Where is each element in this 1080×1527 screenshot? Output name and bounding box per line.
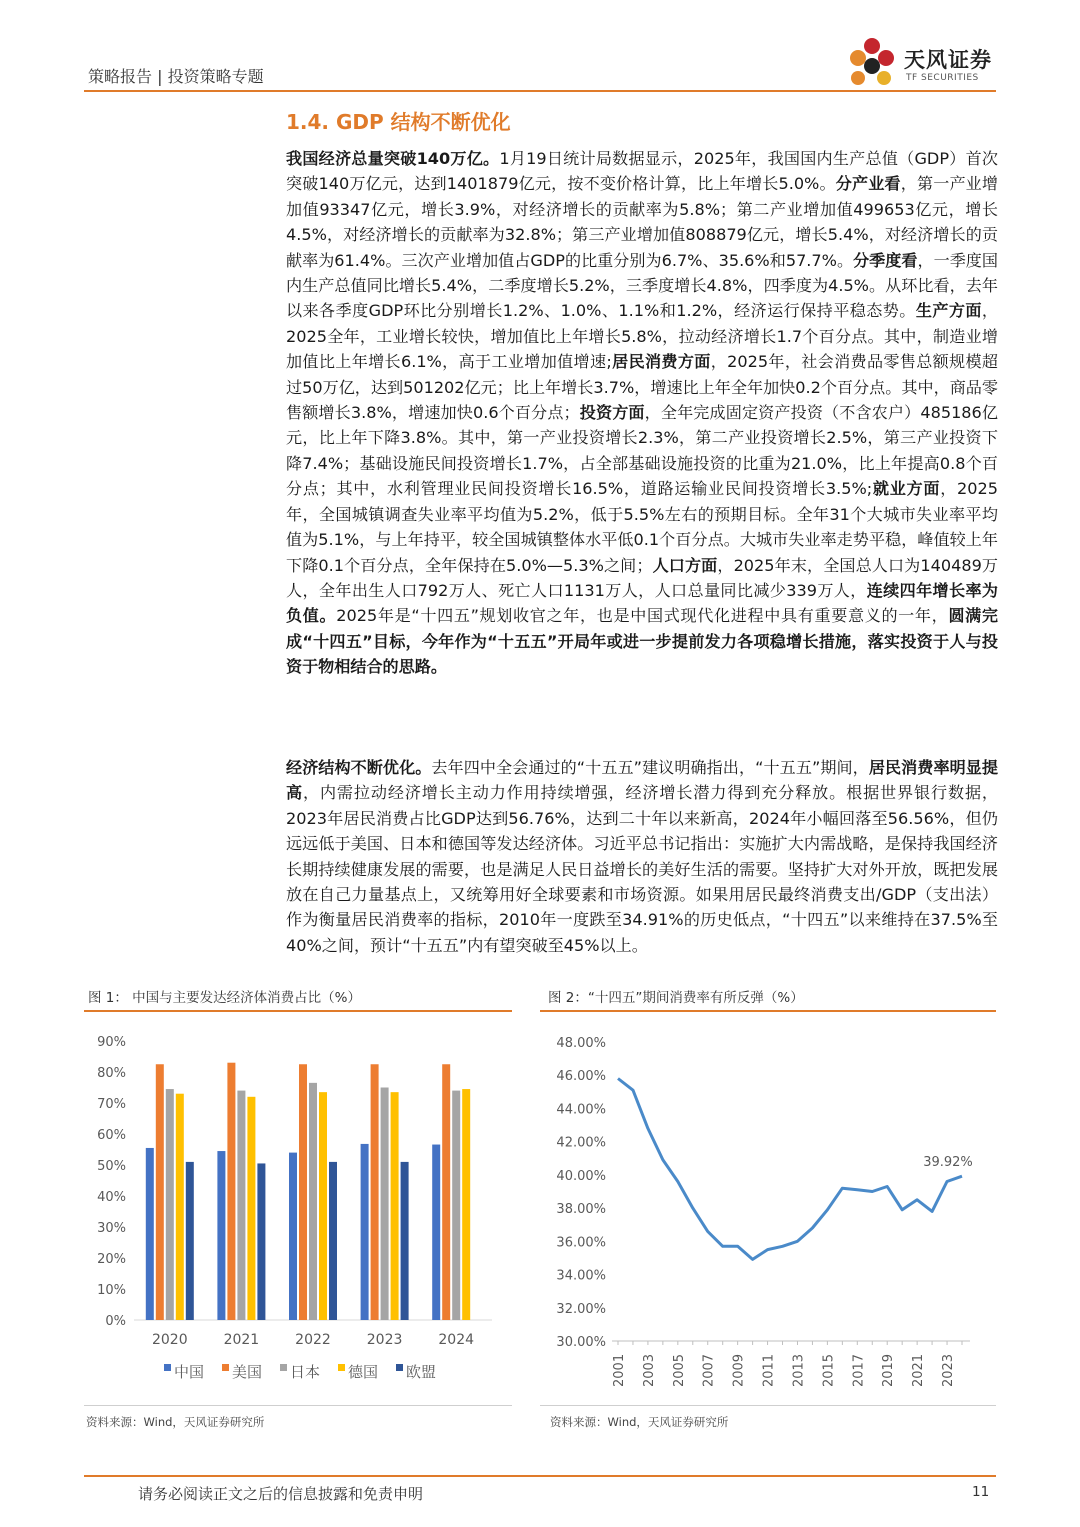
bar-欧盟-2020 [186, 1162, 194, 1320]
x-tick-label: 2005 [671, 1353, 687, 1387]
figure2-bottom-rule [540, 1405, 996, 1406]
bar-日本-2023 [381, 1088, 389, 1321]
bold-run: 生产方面 [915, 301, 982, 321]
end-data-label: 39.92% [923, 1155, 973, 1171]
legend-label: 德国 [348, 1363, 379, 1381]
legend-label: 中国 [174, 1363, 205, 1381]
bar-日本-2022 [309, 1083, 317, 1320]
legend-swatch-中国 [164, 1364, 171, 1371]
bar-中国-2023 [361, 1144, 369, 1320]
x-tick-label: 2003 [641, 1353, 657, 1387]
flower-logo-icon [846, 36, 902, 90]
text-run: ，全年完成固定资产投资（不含农户）485186亿元，比上年下降3.8%。其中，第一产业投资增长2.3%，第二产业投资增长2.5%，第三产业投资下降7.4%；基础设施民间投资增长1.7%，占全部基础设施投资的比重为21.0%，比上年提高0.8个百分点；其中，水利管理业民间投资增长16.5%，道路运输业民间投资增长3.5%; [286, 403, 999, 499]
line-chart-consumption-rate [540, 1014, 996, 1404]
x-tick-label: 2007 [701, 1353, 717, 1387]
bar-中国-2022 [289, 1153, 297, 1320]
bold-run: 居民消费率明显提高 [286, 758, 998, 803]
bold-run: 圆满完成“十四五”目标，今年作为“十五五”开局年或进一步提前发力各项稳增长措施，落实投资于人与投资于物相结合的思路。 [286, 606, 999, 677]
legend-label: 日本 [290, 1363, 321, 1381]
bar-欧盟-2021 [257, 1163, 265, 1320]
bar-德国-2022 [319, 1092, 327, 1320]
bold-run: 分季度看 [853, 250, 918, 270]
text-run: ，内需拉动经济增长主动力作用持续增强，经济增长潜力得到充分释放。根据世界银行数据，2023年居民消费占比GDP达到56.76%，达到二十年以来新高，2024年小幅回落至56.56%，但仍远远低于美国、日本和德国等发达经济体。习近平总书记指出：实施扩大内需战略，是保持我国经济长期持续健康发展的需要，也是满足人民日益增长的美好生活的需要。坚持扩大对外开放，既把发展放在自己力量基点上，又统筹用好全球要素和市场资源。如果用居民最终消费支出/GDP（支出法）作为衡量居民消费率的指标，2010年一度跌至34.91%的历史低点，“十四五”以来维持在37.5%至40%之间，预计“十五五”内有望突破至45%以上。 [286, 783, 999, 955]
bar-德国-2020 [176, 1094, 184, 1320]
page-number: 11 [972, 1484, 990, 1500]
bar-美国-2021 [227, 1063, 235, 1320]
bar-美国-2020 [156, 1064, 164, 1320]
y-tick-label: 10% [97, 1283, 126, 1298]
section-title: 1.4. GDP 结构不断优化 [286, 110, 511, 134]
figure2-top-rule [540, 1010, 996, 1012]
bar-德国-2021 [247, 1097, 255, 1320]
text-run: 1月19日统计局数据显示，2025年，我国国内生产总值（GDP）首次突破140万亿元，达到1401879亿元，按不变价格计算，比上年增长5.0%。 [286, 149, 998, 194]
text-run: ，2025年，社会消费品零售总额规模超过50万亿，达到501202亿元；比上年增长3.7%，增速比上年全年加快0.2个百分点。其中，商品零售额增长3.8%，增速加快0.6个百分点； [286, 352, 999, 423]
y-tick-label: 80% [97, 1066, 126, 1081]
x-tick-label: 2023 [941, 1353, 957, 1387]
text-run: ，一季度国内生产总值同比增长5.4%，二季度增长5.2%，三季度增长4.8%，四季度为4.5%。从环比看，去年以来各季度GDP环比分别增长1.2%、1.0%、1.1%和1.2%，经济运行保持平稳态势。 [286, 250, 999, 321]
bar-中国-2024 [432, 1145, 440, 1320]
x-tick-label: 2001 [612, 1353, 627, 1387]
legend-swatch-日本 [280, 1364, 287, 1371]
y-tick-label: 36.00% [556, 1235, 606, 1251]
footer-divider [84, 1475, 996, 1477]
bar-中国-2021 [217, 1151, 225, 1320]
y-tick-label: 60% [97, 1128, 126, 1143]
y-tick-label: 30% [97, 1221, 126, 1236]
bold-run: 分产业看 [835, 174, 901, 194]
figure1-top-rule [84, 1010, 512, 1012]
x-tick-label: 2019 [881, 1353, 897, 1387]
text-run: 去年四中全会通过的“十五五”建议明确指出，“十五五”期间， [431, 758, 869, 777]
bar-日本-2021 [237, 1091, 245, 1320]
x-tick-label: 2022 [295, 1332, 331, 1348]
y-tick-label: 44.00% [556, 1102, 606, 1118]
y-tick-label: 32.00% [556, 1301, 606, 1317]
figure2-title: 图 2：“十四五”期间消费率有所反弹（%） [548, 990, 804, 1006]
figure1-source: 资料来源：Wind，天风证券研究所 [86, 1415, 265, 1429]
bar-中国-2020 [146, 1148, 154, 1320]
y-tick-label: 90% [97, 1035, 126, 1050]
y-tick-label: 48.00% [556, 1036, 606, 1051]
paragraph-economic-structure [286, 755, 998, 958]
y-tick-label: 20% [97, 1252, 126, 1267]
text-run: 2025年是“十四五”规划收官之年，也是中国式现代化进程中具有重要意义的一年， [336, 606, 949, 626]
header-divider [84, 90, 996, 92]
tf-securities-logo [846, 36, 1006, 90]
x-tick-label: 2011 [761, 1353, 777, 1387]
legend-label: 美国 [232, 1363, 263, 1381]
y-tick-label: 46.00% [556, 1069, 606, 1085]
bold-run: 投资方面 [579, 403, 645, 423]
consumption-rate-line [618, 1079, 962, 1260]
y-tick-label: 50% [97, 1159, 126, 1174]
text-run: ，2025全年，工业增长较快，增加值比上年增长5.8%，拉动经济增长1.7个百分点。其中，制造业增加值比上年增长6.1%，高于工业增加值增速; [286, 301, 998, 372]
x-tick-label: 2017 [851, 1353, 867, 1387]
y-tick-label: 40% [97, 1190, 126, 1205]
x-tick-label: 2023 [366, 1332, 403, 1348]
figure2-source: 资料来源：Wind，天风证券研究所 [550, 1415, 729, 1429]
y-tick-label: 34.00% [556, 1268, 606, 1284]
bold-run: 经济结构不断优化。 [286, 758, 432, 777]
x-tick-label: 2015 [821, 1353, 837, 1387]
text-run: ，2025年，全国城镇调查失业率平均值为5.2%，低于5.5%左右的预期目标。全年31个大城市失业率平均值为5.1%，与上年持平，较全国城镇整体水平低0.1个百分点。大城市失业率走势平稳，峰值较上年下降0.1个百分点，全年保持在5.0%—5.3%之间； [286, 479, 999, 575]
legend-label: 欧盟 [406, 1363, 437, 1381]
x-tick-label: 2013 [791, 1353, 807, 1387]
bold-run: 我国经济总量突破140万亿。 [286, 149, 500, 168]
figure1-title: 图 1： 中国与主要发达经济体消费占比（%） [88, 990, 361, 1006]
bar-日本-2024 [452, 1091, 460, 1320]
brand-name-en: TF SECURITIES [906, 73, 979, 83]
report-category: 策略报告 | 投资策略专题 [88, 67, 264, 86]
y-tick-label: 70% [97, 1097, 126, 1112]
bar-德国-2023 [391, 1092, 399, 1320]
x-tick-label: 2021 [911, 1353, 927, 1387]
bar-美国-2022 [299, 1064, 307, 1320]
bar-欧盟-2022 [329, 1162, 337, 1320]
bold-run: 居民消费方面 [611, 352, 711, 372]
figure1-bottom-rule [84, 1405, 512, 1406]
bar-美国-2024 [442, 1064, 450, 1320]
y-tick-label: 30.00% [556, 1335, 606, 1350]
bar-欧盟-2023 [401, 1162, 409, 1320]
y-tick-label: 40.00% [556, 1168, 606, 1184]
y-tick-label: 38.00% [556, 1202, 606, 1218]
x-tick-label: 2024 [438, 1332, 475, 1348]
x-tick-label: 2009 [731, 1353, 747, 1387]
bold-run: 人口方面 [652, 555, 718, 575]
legend-swatch-美国 [222, 1364, 229, 1371]
legend-swatch-德国 [338, 1364, 345, 1371]
text-run: ，第一产业增加值93347亿元，增长3.9%，对经济增长的贡献率为5.8%；第二产业增加值499653亿元，增长4.5%，对经济增长的贡献率为32.8%；第三产业增加值808879亿元，增长5.4%，对经济增长的贡献率为61.4%。三次产业增加值占GDP的比重分别为6.7%、35.6%和57.7%。 [286, 174, 999, 270]
bar-美国-2023 [371, 1064, 379, 1320]
text-run: ，2025年末，全国总人口为140489万人，全年出生人口792万人、死亡人口1131万人，人口总量同比减少339万人， [286, 555, 999, 600]
bold-run: 就业方面 [872, 479, 941, 499]
footer-disclaimer: 请务必阅读正文之后的信息披露和免责申明 [138, 1485, 424, 1503]
y-tick-label: 42.00% [556, 1135, 606, 1151]
y-tick-label: 0% [105, 1314, 126, 1329]
bar-chart-consumption-share [84, 1014, 512, 1404]
bar-德国-2024 [462, 1089, 470, 1320]
paragraph-gdp-overview [286, 146, 998, 680]
bold-run: 连续四年增长率为负值。 [286, 580, 998, 626]
x-tick-label: 2020 [151, 1332, 188, 1348]
bar-日本-2020 [166, 1089, 174, 1320]
brand-name: 天风证券 [904, 48, 992, 72]
legend-swatch-欧盟 [396, 1364, 403, 1371]
x-tick-label: 2021 [223, 1332, 260, 1348]
